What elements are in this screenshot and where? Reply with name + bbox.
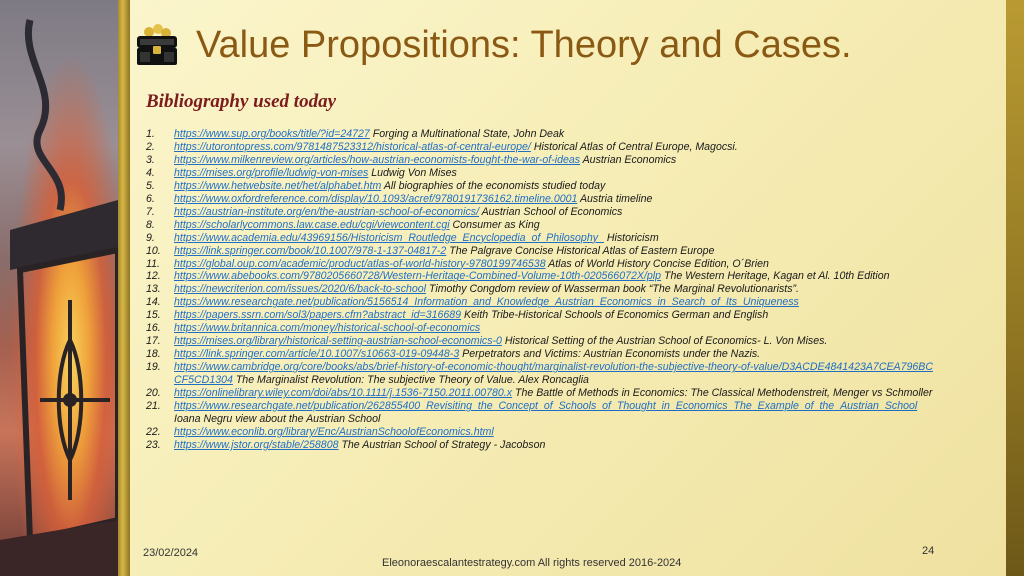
reference-description: Austrian School of Economics	[479, 205, 623, 218]
reference-link[interactable]: https://www.milkenreview.org/articles/how-austrian-economists-fought-the-war-of-ideas	[174, 153, 581, 166]
reference-link[interactable]: https://www.cambridge.org/core/books/abs/brief-history-of-economic-thought/marginalist-revolution-the-subjective-theory-of-value/D3ACDE4841423A7CEA796BCCF5CD1304	[174, 361, 933, 387]
reference-link[interactable]: https://mises.org/library/historical-setting-austrian-school-economics-0	[174, 335, 502, 348]
bibliography-item	[146, 193, 936, 206]
reference-link[interactable]: https://www.academia.edu/43969156/Historicism_Routledge_Encyclopedia_of_Philosophy_	[174, 231, 604, 244]
bibliography-item	[146, 283, 936, 296]
reference-link[interactable]: https://onlinelibrary.wiley.com/doi/abs/10.1111/j.1536-7150.2011.00780.x	[174, 387, 513, 400]
reference-description: Historical Atlas of Central Europe, Magocsi.	[530, 140, 738, 153]
reference-description: Historical Setting of the Austrian School of Economics- L. Von Mises.	[501, 335, 828, 348]
item-body	[174, 400, 936, 426]
item-number: 2.	[146, 140, 155, 153]
reference-description: Perpetrators and Victims: Austrian Economists under the Nazis.	[459, 348, 761, 361]
item-number: 12.	[146, 270, 161, 283]
page-number: 24	[922, 545, 935, 557]
title-row	[134, 22, 852, 68]
bibliography-item	[146, 426, 936, 439]
item-number: 3.	[146, 153, 155, 166]
reference-description: The Austrian School of Strategy - Jacobson	[338, 438, 546, 451]
item-number: 6.	[146, 192, 155, 205]
reference-link[interactable]: https://austrian-institute.org/en/the-austrian-school-of-economics/	[174, 205, 480, 218]
item-number: 8.	[146, 218, 155, 231]
reference-description: The Western Heritage, Kagan et Al. 10th Edition	[661, 270, 890, 283]
bibliography-item	[146, 245, 936, 258]
item-body	[174, 245, 936, 258]
reference-description: Austrian Economics	[580, 153, 677, 166]
item-number: 7.	[146, 205, 155, 218]
reference-link[interactable]: https://link.springer.com/book/10.1007/978-1-137-04817-2	[174, 244, 447, 257]
bibliography-item	[146, 322, 936, 335]
item-number: 15.	[146, 309, 161, 322]
reference-link[interactable]: https://www.oxfordreference.com/display/10.1093/acref/9780191736162.timeline.0001	[174, 192, 578, 205]
lantern-illustration	[0, 0, 118, 576]
item-number: 1.	[146, 128, 155, 140]
reference-link[interactable]: https://utorontopress.com/9781487523312/historical-atlas-of-central-europe/	[174, 140, 531, 153]
item-body	[174, 219, 936, 232]
decorative-lantern-photo	[0, 0, 118, 576]
bibliography-item	[146, 400, 936, 426]
reference-description: Forging a Multinational State, John Deak	[369, 128, 565, 140]
treasure-chest-icon	[134, 22, 180, 68]
item-body	[174, 309, 936, 322]
footer-date: 23/02/2024	[143, 547, 199, 559]
reference-description: The Palgrave Concise Historical Atlas of Eastern Europe	[446, 244, 715, 257]
item-body	[174, 296, 936, 309]
reference-link[interactable]: https://www.sup.org/books/title/?id=24727	[174, 128, 370, 140]
item-body	[174, 141, 936, 154]
item-body	[174, 206, 936, 219]
item-body	[174, 258, 936, 271]
reference-description: Ioana Negru view about the Austrian School	[174, 412, 381, 425]
bibliography-item	[146, 232, 936, 245]
bibliography-item	[146, 154, 936, 167]
item-body	[174, 387, 936, 400]
item-body	[174, 180, 936, 193]
item-number: 9.	[146, 231, 155, 244]
item-body	[174, 128, 936, 141]
item-body	[174, 154, 936, 167]
reference-link[interactable]: https://www.researchgate.net/publication/5156514_Information_and_Knowledge_Austrian_Economics_in_Search_of_Its_Uniqueness	[174, 296, 799, 309]
reference-description: The Marginalist Revolution: The subjective Theory of Value. Alex Roncaglia	[232, 374, 589, 387]
bibliography-item	[146, 270, 936, 283]
reference-description: Ludwig Von Mises	[368, 166, 457, 179]
reference-description: Atlas of World History Concise Edition, O´Brien	[545, 257, 769, 270]
bibliography-item	[146, 167, 936, 180]
item-body	[174, 335, 936, 348]
item-body	[174, 270, 936, 283]
item-number: 20.	[146, 387, 161, 400]
reference-description: Austria timeline	[577, 192, 653, 205]
reference-description: The Battle of Methods in Economics: The Classical Methodenstreit, Menger vs Schmoller	[512, 387, 933, 400]
reference-link[interactable]: https://scholarlycommons.law.case.edu/cgi/viewcontent.cgi	[174, 218, 450, 231]
reference-link[interactable]: https://global.oup.com/academic/product/atlas-of-world-history-9780199746538	[174, 257, 546, 270]
bibliography-list	[146, 128, 936, 452]
bibliography-item	[146, 128, 936, 141]
item-number: 14.	[146, 296, 161, 309]
reference-link[interactable]: https://mises.org/profile/ludwig-von-mises	[174, 166, 369, 179]
item-body	[174, 439, 936, 452]
item-number: 11.	[146, 257, 160, 270]
bibliography-item	[146, 387, 936, 400]
item-number: 18.	[146, 348, 161, 361]
reference-description: All biographies of the economists studied today	[381, 179, 606, 192]
right-gold-border	[1006, 0, 1024, 576]
item-number: 22.	[146, 425, 161, 438]
slide-title: Value Propositions: Theory and Cases.	[196, 23, 852, 66]
item-number: 10.	[146, 244, 161, 257]
reference-link[interactable]: https://www.hetwebsite.net/het/alphabet.htm	[174, 179, 382, 192]
item-body	[174, 361, 936, 387]
reference-description: Historicism	[603, 231, 659, 244]
reference-link[interactable]: https://www.jstor.org/stable/258808	[174, 438, 339, 451]
bibliography-item	[146, 206, 936, 219]
item-body	[174, 322, 936, 335]
item-body	[174, 193, 936, 206]
bibliography-item	[146, 141, 936, 154]
reference-link[interactable]: https://newcriterion.com/issues/2020/6/back-to-school	[174, 283, 427, 296]
item-body	[174, 283, 936, 296]
item-body	[174, 167, 936, 180]
bibliography-item	[146, 296, 936, 309]
bibliography-item	[146, 361, 936, 387]
item-number: 5.	[146, 179, 155, 192]
item-body	[174, 232, 936, 245]
reference-link[interactable]: https://link.springer.com/article/10.1007/s10663-019-09448-3	[174, 348, 460, 361]
item-number: 13.	[146, 283, 161, 296]
item-body	[174, 348, 936, 361]
bibliography-item	[146, 219, 936, 232]
item-number: 17.	[146, 335, 161, 348]
slide-subtitle: Bibliography used today	[146, 91, 337, 112]
reference-link[interactable]: https://papers.ssrn.com/sol3/papers.cfm?abstract_id=316689	[174, 309, 462, 322]
reference-link[interactable]: https://www.researchgate.net/publication/262855400_Revisiting_the_Concept_of_Schools_of_Thought_in_Economics_The_Example_of_the_Austrian_School	[174, 400, 918, 413]
reference-link[interactable]: https://www.econlib.org/library/Enc/AustrianSchoolofEconomics.html	[174, 425, 494, 438]
reference-link[interactable]: https://www.britannica.com/money/historical-school-of-economics	[174, 322, 481, 335]
footer-copyright: Eleonoraescalantestrategy.com All rights reserved 2016-2024	[382, 557, 682, 569]
bibliography-item	[146, 335, 936, 348]
reference-description: Keith Tribe-Historical Schools of Economics German and English	[461, 309, 769, 322]
bibliography-item	[146, 439, 936, 452]
item-number: 21.	[146, 400, 161, 413]
left-gold-border	[118, 0, 130, 576]
bibliography-item	[146, 180, 936, 193]
bibliography-item	[146, 258, 936, 271]
reference-description: Timothy Congdom review of Wasserman book “The Marginal Revolutionarists”.	[426, 283, 800, 296]
item-number: 4.	[146, 166, 155, 179]
item-number: 19.	[146, 361, 161, 374]
item-body	[174, 426, 936, 439]
item-number: 16.	[146, 322, 161, 335]
bibliography-item	[146, 348, 936, 361]
reference-link[interactable]: https://www.abebooks.com/9780205660728/Western-Heritage-Combined-Volume-10th-020566072X/plp	[174, 270, 662, 283]
bibliography-item	[146, 309, 936, 322]
item-number: 23.	[146, 438, 161, 451]
reference-description: Consumer as King	[449, 218, 540, 231]
